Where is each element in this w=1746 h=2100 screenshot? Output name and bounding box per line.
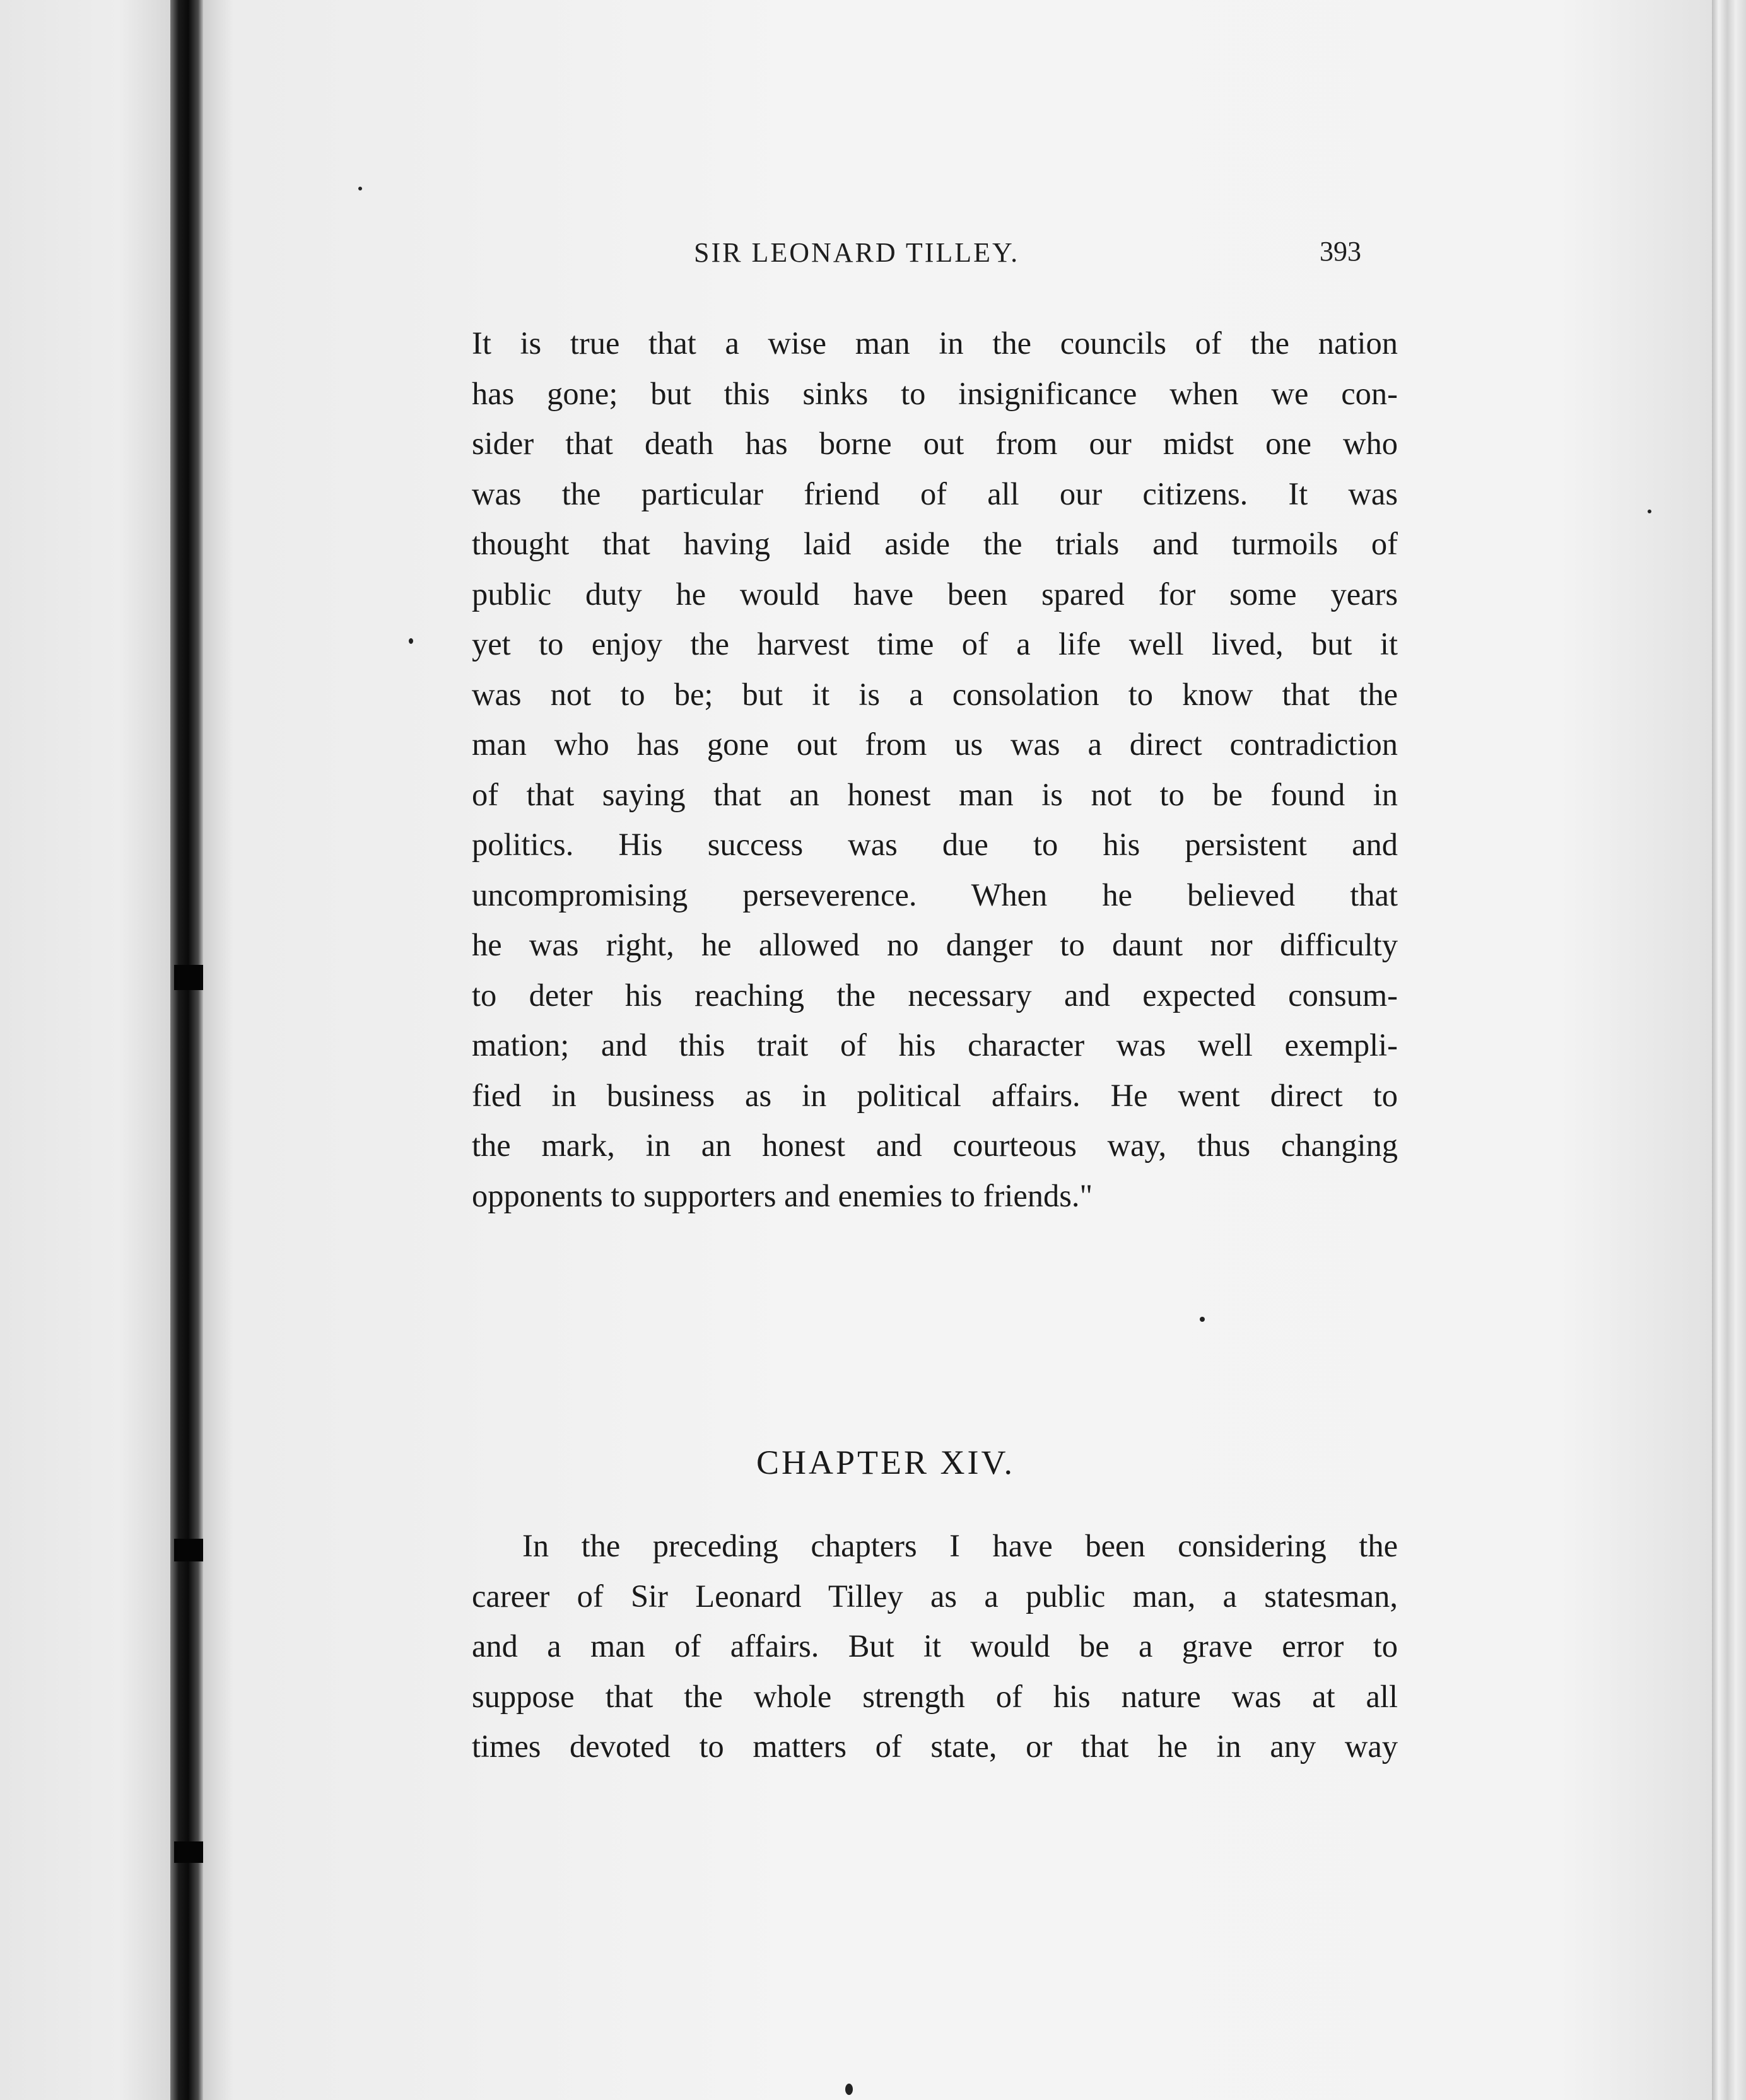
text-line: uncompromising perseverence. When he believed that — [472, 877, 1398, 913]
text-line: has gone; but this sinks to insignificance when we con- — [472, 375, 1398, 411]
chapter-opening-paragraph — [472, 1521, 1398, 1772]
text-line: man who has gone out from us was a direct contradiction — [472, 726, 1398, 762]
dust-speck — [1200, 1317, 1205, 1322]
text-line: opponents to supporters and enemies to friends." — [472, 1177, 1093, 1213]
text-line: politics. His success was due to his persistent and — [472, 827, 1398, 862]
dust-speck — [845, 2084, 853, 2095]
right-page-edge — [1712, 0, 1746, 2100]
text-line: to deter his reaching the necessary and expected consum- — [472, 977, 1398, 1013]
text-line: suppose that the whole strength of his nature was at all — [472, 1678, 1398, 1714]
running-head: SIR LEONARD TILLEY. — [694, 237, 1020, 268]
binding-mark — [174, 1841, 204, 1863]
book-binding-gutter — [170, 0, 203, 2100]
text-line: career of Sir Leonard Tilley as a public man, a statesman, — [472, 1578, 1398, 1614]
page-number: 393 — [1320, 236, 1361, 267]
binding-mark — [174, 965, 204, 990]
text-line: was not to be; but it is a consolation to know that the — [472, 676, 1398, 712]
text-line: sider that death has borne out from our midst one who — [472, 426, 1398, 461]
text-line: of that saying that an honest man is not to be found in — [472, 776, 1398, 812]
text-line: In the preceding chapters I have been considering the — [522, 1528, 1398, 1563]
text-line: thought that having laid aside the trials and turmoils of — [472, 526, 1398, 561]
text-line: It is true that a wise man in the councils of the nation — [472, 325, 1398, 361]
text-line: fied in business as in political affairs. He went direct to — [472, 1077, 1398, 1113]
dust-speck — [409, 638, 413, 644]
text-line: times devoted to matters of state, or that he in any way — [472, 1729, 1398, 1764]
dust-speck — [358, 187, 362, 190]
chapter-heading: CHAPTER XIV. — [756, 1444, 1016, 1481]
text-line: and a man of affairs. But it would be a grave error to — [472, 1628, 1398, 1664]
binding-mark — [174, 1539, 204, 1561]
text-line: was the particular friend of all our citizens. It was — [472, 475, 1398, 511]
dust-speck — [1648, 510, 1651, 513]
text-line: mation; and this trait of his character was well exempli- — [472, 1027, 1398, 1063]
quotation-paragraph — [472, 318, 1398, 1221]
left-page-edge — [0, 0, 170, 2100]
text-line: public duty he would have been spared for some years — [472, 576, 1398, 612]
text-line: yet to enjoy the harvest time of a life well lived, but it — [472, 626, 1398, 662]
text-line: he was right, he allowed no danger to daunt nor difficulty — [472, 927, 1398, 962]
text-line: the mark, in an honest and courteous way, thus changing — [472, 1128, 1398, 1163]
